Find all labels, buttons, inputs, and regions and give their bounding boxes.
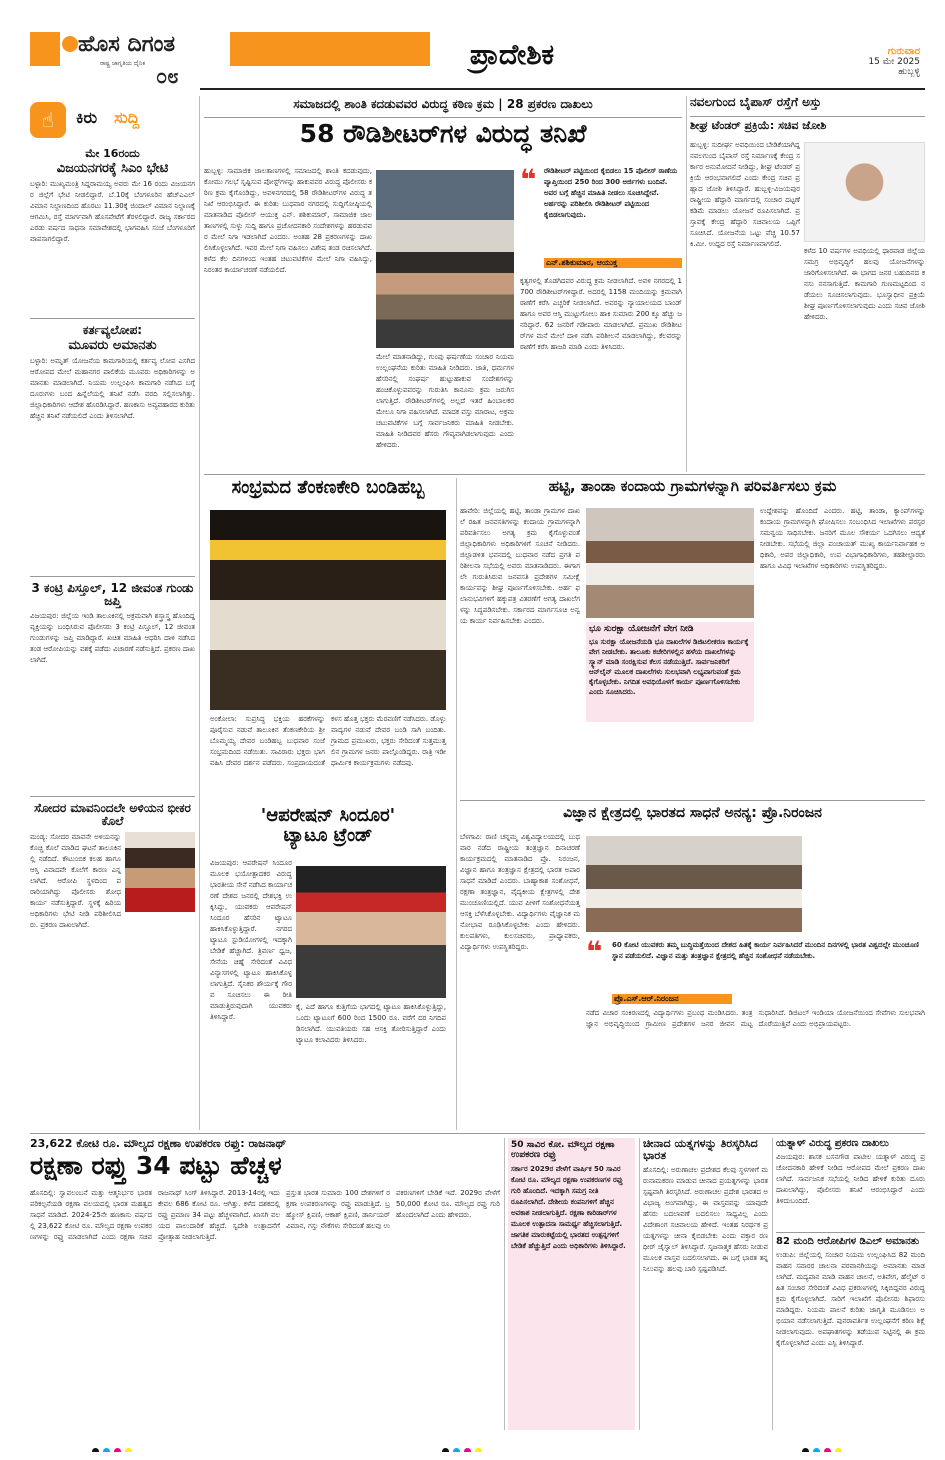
city-name: ಹುಬ್ಬಳ್ಳಿ [898, 67, 920, 77]
section-name: ಪ್ರಾದೇಶಿಕ [469, 38, 555, 71]
bypass-headline: ಶೀಘ್ರ ಟೆಂಡರ್ ಪ್ರಕ್ರಿಯೆ: ಸಚಿವ ಜೋಶಿ [690, 119, 827, 132]
lead-headline: 58 ರೌಡಿಶೀಟರ್‌ಗಳ ವಿರುದ್ಧ ತನಿಖೆ [299, 119, 587, 148]
raksha-headline: ರಕ್ಷಣಾ ರಫ್ತು 34 ಪಟ್ಟು ಹೆಚ್ಚಳ [30, 1151, 282, 1181]
brief-4-portrait [125, 832, 195, 912]
lead-photo [376, 170, 514, 348]
rule-yatnal [776, 1232, 925, 1233]
vijnana-quote-icon: ❝ [586, 935, 603, 968]
vijnana-story [460, 806, 925, 1130]
divider-china [772, 1138, 773, 1430]
brief-4-body: ಮಂಡ್ಯ: ಸೋದರ ಮಾವನೇ ಅಳಿಯನನ್ನು ಕೊಚ್ಚಿ ಕೊಲೆ ಮಾಡಿದ ಘಟನೆ ತಾಲೂಕಿನಲ್ಲಿ ನಡೆದಿದೆ. ಕೌಟುಂಬಿಕ ಕಲಹ ಹಾಗೂ ಆಸ್ತಿ ವಿವಾದವೇ ಕೊಲೆಗೆ ಕಾರಣ ಎನ್ನಲಾಗಿದೆ. ಆರೋಪಿ ಸ್ಥಳದಿಂದ ಪರಾರಿಯಾಗಿದ್ದು ಪೊಲೀಸರು ಶೋಧ ಕಾರ್ಯ ನಡೆಸುತ್ತಿದ್ದಾರೆ. ಸ್ಥಳಕ್ಕೆ ಹಿರಿಯ ಅಧಿಕಾರಿಗಳು ಭೇಟಿ ನೀಡಿ ಪರಿಶೀಲಿಸಿದರು. ಪ್ರಕರಣ ದಾಖಲಾಗಿದೆ. [30, 833, 121, 930]
raksha-kicker: 23,622 ಕೋಟಿ ರೂ. ಮೌಲ್ಯದ ರಕ್ಷಣಾ ಉಪಕರಣ ರಫ್ತು: ರಾಜನಾಥ್ [30, 1138, 287, 1150]
brief-3-body: ವಿಜಯಪುರ: ಜಿಲ್ಲೆಯ ಇಂಡಿ ತಾಲೂಕಿನಲ್ಲಿ ಅಕ್ರಮವಾಗಿ ಶಸ್ತ್ರಾಸ್ತ್ರ ಹೊಂದಿದ್ದ ವ್ಯಕ್ತಿಯನ್ನು ಬಂಧಿಸಿರುವ ಪೊಲೀಸರು 3 ಕಂಟ್ರಿ ಪಿಸ್ತೂಲ್, 12 ಜೀವಂತ ಗುಂಡುಗಳನ್ನು ಜಪ್ತಿ ಮಾಡಿದ್ದಾರೆ. ಖಚಿತ ಮಾಹಿತಿ ಆಧರಿಸಿ ದಾಳಿ ನಡೆಸಿದ ತಂಡ ಆರೋಪಿಯನ್ನು ವಶಕ್ಕೆ ಪಡೆದು ವಿಚಾರಣೆ ನಡೆಸುತ್ತಿದೆ. ಪ್ರಕರಣ ದಾಖಲಾಗಿದೆ. [30, 612, 195, 665]
bypass-rule [690, 116, 925, 117]
bypass-kicker: ನವಲಗುಂದ ಬೈಪಾಸ್ ರಸ್ತೆಗೆ ಅಸ್ತು [690, 96, 822, 109]
masthead-rule [200, 88, 925, 90]
lead-kicker: ಸಮಾಜದಲ್ಲಿ ಶಾಂತಿ ಕದಡುವವರ ವಿರುದ್ಧ ಕಠಿಣ ಕ್ರಮ | 28 ಪ್ರಕರಣ ದಾಖಲು [293, 97, 593, 111]
minister-portrait [804, 142, 925, 242]
hatti-headline: ಹಟ್ಟಿ, ತಾಂಡಾ ಕಂದಾಯ ಗ್ರಾಮಗಳನ್ನಾಗಿ ಪರಿವರ್ತಿಸಲು ಕ್ರಮ [548, 478, 837, 495]
print-registration-right [800, 1440, 860, 1452]
day-name: ಗುರುವಾರ [887, 46, 920, 57]
fifty-headline: 50 ಸಾವಿರ ಕೋ. ಮೌಲ್ಯದ ರಕ್ಷಣಾ ಉಪಕರಣ ರಫ್ತು [511, 1140, 615, 1160]
yatnal-story [776, 1138, 925, 1230]
kirusuddi-label-b: ಸುದ್ದಿ [114, 108, 140, 127]
date-text: 15 ಮೇ 2025 [868, 57, 920, 67]
lead-quote-by: ಎನ್.ಶಶಿಕುಮಾರ, ಆಯುಕ್ತ [544, 258, 682, 268]
brief-1-kicker: ಮೇ 16ರಂದು [85, 148, 140, 160]
brief-1-body: ಬಳ್ಳಾರಿ: ಮುಖ್ಯಮಂತ್ರಿ ಸಿದ್ದರಾಮಯ್ಯ ಅವರು ಮೇ 16 ರಂದು ವಿಜಯನಗರ ಜಿಲ್ಲೆಗೆ ಭೇಟಿ ನೀಡಲಿದ್ದಾರೆ. ಬೆ.10ಕ್ಕೆ ಬೆಂಗಳೂರಿನ ಹೆಚ್‌ಎಎಲ್ ವಿಮಾನ ನಿಲ್ದಾಣದಿಂದ ಹೊರಟು 11.30ಕ್ಕೆ ಜಿಂದಾಲ್ ವಿಮಾನ ನಿಲ್ದಾಣಕ್ಕೆ ಆಗಮಿಸಿ, ರಸ್ತೆ ಮಾರ್ಗವಾಗಿ ಹೊಸಪೇಟೆಗೆ ತೆರಳಲಿದ್ದಾರೆ. ರಾಜ್ಯ ಸರ್ಕಾರದ ಎರಡು ವರ್ಷದ ಸಾಧನಾ ಸಮಾವೇಶದಲ್ಲಿ ಭಾಗವಹಿಸಿ ಸಂಜೆ ಬೆಂಗಳೂರಿಗೆ ವಾಪಸಾಗಲಿದ್ದಾರೆ. [30, 180, 195, 244]
brief-2-title: ಮೂವರು ಅಮಾನತು [68, 338, 157, 354]
brief-2 [30, 324, 195, 574]
brief-2-body: ಬಳ್ಳಾರಿ: ಅಮೃತ್ ಯೋಜನೆಯ ಕಾಮಗಾರಿಯಲ್ಲಿ ಕರ್ತವ್ಯ ಲೋಪ ಎಸಗಿದ ಆರೋಪದ ಮೇಲೆ ಮಹಾನಗರ ಪಾಲಿಕೆಯ ಮೂವರು ಅಧಿಕಾರಿಗಳನ್ನು ಅಮಾನತು ಮಾಡಲಾಗಿದೆ. ನಿಯಮ ಉಲ್ಲಂಘಿಸಿ ಕಾಮಗಾರಿ ನಡೆಸಿದ ಬಗ್ಗೆ ದೂರುಗಳು ಬಂದ ಹಿನ್ನೆಲೆಯಲ್ಲಿ ತನಿಖೆ ನಡೆಸಿ ವರದಿ ಸಲ್ಲಿಸಲಾಗಿತ್ತು. ಜಿಲ್ಲಾಧಿಕಾರಿಗಳು ಆದೇಶ ಹೊರಡಿಸಿದ್ದಾರೆ. ಹಣಕಾಸು ಅವ್ಯವಹಾರದ ಕುರಿತು ಹೆಚ್ಚಿನ ತನಿಖೆ ನಡೆಯಲಿದೆ ಎಂದು ತಿಳಿಸಲಾಗಿದೆ. [30, 357, 195, 421]
brief-4 [30, 802, 195, 1128]
rule-bottom-section [30, 1133, 925, 1134]
kirusuddi-header [30, 100, 195, 140]
vijnana-body: ಬೆಳಗಾವಿ: ರಾಣಿ ಚನ್ನಮ್ಮ ವಿಶ್ವವಿದ್ಯಾಲಯದಲ್ಲಿ ಬುಧವಾರ ನಡೆದ ರಾಷ್ಟ್ರೀಯ ತಂತ್ರಜ್ಞಾನ ದಿನಾಚರಣೆ ಕಾರ್ಯಕ್ರಮದಲ್ಲಿ ಮಾತನಾಡಿದ ಪ್ರೊ. ನಿರಂಜನ, ವಿಜ್ಞಾನ ಹಾಗೂ ತಂತ್ರಜ್ಞಾನ ಕ್ಷೇತ್ರದಲ್ಲಿ ಭಾರತ ಅಪಾರ ಸಾಧನೆ ಮಾಡಿದೆ ಎಂದರು. ಬಾಹ್ಯಾಕಾಶ ಸಂಶೋಧನೆ, ರಕ್ಷಣಾ ತಂತ್ರಜ್ಞಾನ, ವೈದ್ಯಕೀಯ ಕ್ಷೇತ್ರಗಳಲ್ಲಿ ದೇಶ ಮುಂಚೂಣಿಯಲ್ಲಿದೆ. ಯುವ ಪೀಳಿಗೆ ಸಂಶೋಧನೆಯತ್ತ ಆಸಕ್ತಿ ಬೆಳೆಸಿಕೊಳ್ಳಬೇಕು. ವಿದ್ಯಾರ್ಥಿಗಳು ವೈಜ್ಞಾನಿಕ ಮನೋಭಾವ ರೂಢಿಸಿಕೊಳ್ಳಬೇಕು ಎಂದು ಹೇಳಿದರು. ಕುಲಪತಿಗಳು, ಕುಲಸಚಿವರು, ಪ್ರಾಧ್ಯಾಪಕರು, ವಿದ್ಯಾರ್ಥಿಗಳು ಉಪಸ್ಥಿತರಿದ್ದರು. [460, 833, 580, 951]
bypass-body-1: ಹುಬ್ಬಳ್ಳಿ: ಸುದೀರ್ಘ ಅವಧಿಯಿಂದ ಬೇಡಿಕೆಯಾಗಿದ್ದ ನವಲಗುಂದ ಬೈಪಾಸ್ ರಸ್ತೆ ನಿರ್ಮಾಣಕ್ಕೆ ಕೇಂದ್ರ ಸರ್ಕಾರ ಅನುಮೋದನೆ ನೀಡಿದ್ದು, ಶೀಘ್ರ ಟೆಂಡರ್ ಪ್ರಕ್ರಿಯೆ ಆರಂಭವಾಗಲಿದೆ ಎಂದು ಕೇಂದ್ರ ಸಚಿವ ಪ್ರಹ್ಲಾದ ಜೋಶಿ ತಿಳಿಸಿದ್ದಾರೆ. ಹುಬ್ಬಳ್ಳಿ-ವಿಜಯಪುರ ರಾಷ್ಟ್ರೀಯ ಹೆದ್ದಾರಿ ಮಾರ್ಗದಲ್ಲಿ ಸಂಚಾರ ದಟ್ಟಣೆ ಕಡಿಮೆ ಮಾಡಲು ಯೋಜನೆ ರೂಪಿಸಲಾಗಿದೆ. ಪ್ರಸ್ತಾವಕ್ಕೆ ಕೇಂದ್ರ ಹೆದ್ದಾರಿ ಸಚಿವಾಲಯ ಒಪ್ಪಿಗೆ ಸೂಚಿಸಿದೆ. ಯೋಜನೆಯ ಒಟ್ಟು ವೆಚ್ಚ 10.57 ಕಿ.ಮೀ. ಉದ್ದದ ರಸ್ತೆ ನಿರ್ಮಾಣವಾಗಲಿದೆ. [690, 141, 800, 248]
brief-rule-3 [30, 796, 195, 797]
fifty-body: ಸರ್ಕಾರ 2029ರ ವೇಳೆಗೆ ವಾರ್ಷಿಕ 50 ಸಾವಿರ ಕೋಟಿ ರೂ. ಮೌಲ್ಯದ ರಕ್ಷಣಾ ಉಪಕರಣಗಳ ರಫ್ತು ಗುರಿ ಹೊಂದಿದೆ. ಇದಕ್ಕಾಗಿ ಸಮಗ್ರ ನೀತಿ ರೂಪಿಸಲಾಗಿದೆ. ದೇಶೀಯ ಕಂಪನಿಗಳಿಗೆ ಹೆಚ್ಚಿನ ಅವಕಾಶ ನೀಡಲಾಗುತ್ತಿದೆ. ರಕ್ಷಣಾ ಕಾರಿಡಾರ್‌ಗಳ ಮೂಲಕ ಉತ್ಪಾದನಾ ಸಾಮರ್ಥ್ಯ ಹೆಚ್ಚಿಸಲಾಗುತ್ತಿದೆ. ಜಾಗತಿಕ ಮಾರುಕಟ್ಟೆಯಲ್ಲಿ ಭಾರತದ ಉತ್ಪನ್ನಗಳಿಗೆ ಬೇಡಿಕೆ ಹೆಚ್ಚುತ್ತಿದೆ ಎಂದು ಅಧಿಕಾರಿಗಳು ತಿಳಿಸಿದ್ದಾರೆ. [511, 1164, 626, 1250]
sindoor-headline-2: ಟ್ಯಾಟೂ ಟ್ರೆಂಡ್ [283, 824, 373, 846]
logo-icon [62, 36, 78, 52]
raksha-story [30, 1138, 500, 1430]
sindoor-body: ವಿಜಯಪುರ: ಆಪರೇಷನ್ ಸಿಂದೂರ ಮೂಲಕ ಭಯೋತ್ಪಾದಕರ ವಿರುದ್ಧ ಭಾರತೀಯ ಸೇನೆ ನಡೆಸಿದ ಕಾರ್ಯಾಚರಣೆ ದೇಶದ ಜನರಲ್ಲಿ ದೇಶಭಕ್ತಿ ಉಕ್ಕಿಸಿದ್ದು, ಯುವಕರು ಆಪರೇಷನ್ ಸಿಂದೂರ ಹೆಸರಿನ ಟ್ಯಾಟೂ ಹಾಕಿಸಿಕೊಳ್ಳುತ್ತಿದ್ದಾರೆ. ನಗರದ ಟ್ಯಾಟೂ ಸ್ಟುಡಿಯೋಗಳಲ್ಲಿ ಇದಕ್ಕಾಗಿ ಬೇಡಿಕೆ ಹೆಚ್ಚಾಗಿದೆ. ತ್ರಿವರ್ಣ ಧ್ವಜ, ಸೇನೆಯ ಚಿಹ್ನೆ ಸೇರಿದಂತೆ ವಿವಿಧ ವಿನ್ಯಾಸಗಳಲ್ಲಿ ಟ್ಯಾಟೂ ಹಾಕಿಸಿಕೊಳ್ಳಲಾಗುತ್ತಿದೆ. ಸೈನಿಕರ ಶೌರ್ಯಕ್ಕೆ ಗೌರವ ಸೂಚಿಸಲು ಈ ರೀತಿ ಮಾಡುತ್ತಿರುವುದಾಗಿ ಯುವಕರು ತಿಳಿಸಿದ್ದಾರೆ. [210, 859, 292, 1021]
meeting-photo [586, 508, 754, 618]
vijnana-headline: ವಿಜ್ಞಾನ ಕ್ಷೇತ್ರದಲ್ಲಿ ಭಾರತದ ಸಾಧನೆ ಅನನ್ಯ: ಪ್ರೊ.ನಿರಂಜನ [563, 806, 822, 821]
sindoor-body-2: ಕೈ, ಎದೆ ಹಾಗೂ ಕುತ್ತಿಗೆಯ ಭಾಗದಲ್ಲಿ ಟ್ಯಾಟೂ ಹಾಕಿಸಿಕೊಳ್ಳುತ್ತಿದ್ದು, ಒಂದು ಟ್ಯಾಟೂಗೆ 600 ರಿಂದ 1500 ರೂ. ವರೆಗೆ ದರ ನಿಗದಿಪಡಿಸಲಾಗಿದೆ. ಯುವತಿಯರು ಸಹ ಆಸಕ್ತಿ ತೋರಿಸುತ್ತಿದ್ದಾರೆ ಎಂದು ಟ್ಯಾಟೂ ಕಲಾವಿದರು ತಿಳಿಸಿದರು. [296, 1003, 446, 1044]
kirusuddi-label-a: ಕಿರು [76, 108, 98, 127]
quote-mark-icon: ❝ [520, 163, 537, 196]
print-registration-center [440, 1440, 500, 1452]
vijnana-quote-by: ಪ್ರೊ.ಎಸ್.ಆರ್.ನಿರಂಜನ [612, 994, 732, 1004]
brief-3-title: 3 ಕಂಟ್ರಿ ಪಿಸ್ತೂಲ್, 12 ಜೀವಂತ ಗುಂಡು ಜಪ್ತಿ [31, 582, 194, 609]
raksha-body: ಹೊಸದಿಲ್ಲಿ: ಸ್ವಾವಲಂಬನೆ ಮತ್ತು ಆತ್ಮನಿರ್ಭರ ಭಾರತ ಪರಿಕಲ್ಪನೆಯಡಿ ರಕ್ಷಣಾ ವಲಯದಲ್ಲಿ ಭಾರತ ಮಹತ್ವದ ಸಾಧನೆ ಮಾಡಿದೆ. 2024-25ನೇ ಹಣಕಾಸು ವರ್ಷದಲ್ಲಿ 23,622 ಕೋಟಿ ರೂ. ಮೌಲ್ಯದ ರಕ್ಷಣಾ ಉಪಕರಣಗಳನ್ನು ರಫ್ತು ಮಾಡಲಾಗಿದೆ ಎಂದು ರಕ್ಷಣಾ ಸಚಿವ ರಾಜನಾಥ್ ಸಿಂಗ್ ತಿಳಿಸಿದ್ದಾರೆ. 2013-14ರಲ್ಲಿ ಇದು ಕೇವಲ 686 ಕೋಟಿ ರೂ. ಆಗಿತ್ತು. ಕಳೆದ ದಶಕದಲ್ಲಿ ರಫ್ತು ಪ್ರಮಾಣ 34 ಪಟ್ಟು ಹೆಚ್ಚಳವಾಗಿದೆ. ಖಾಸಗಿ ವಲಯದ ಪಾಲುದಾರಿಕೆ ಹೆಚ್ಚಿದೆ. ಸ್ವದೇಶಿ ಉತ್ಪಾದನೆಗೆ ಪ್ರೋತ್ಸಾಹ ನೀಡಲಾಗುತ್ತಿದೆ. [30, 1189, 280, 1241]
brief-rule-1 [30, 318, 195, 319]
bypass-story [690, 96, 925, 472]
yatnal-body: ವಿಜಯಪುರ: ಶಾಸಕ ಬಸನಗೌಡ ಪಾಟೀಲ ಯತ್ನಾಳ್ ವಿರುದ್ಧ ಪ್ರಚೋದನಕಾರಿ ಹೇಳಿಕೆ ನೀಡಿದ ಆರೋಪದ ಮೇಲೆ ಪ್ರಕರಣ ದಾಖಲಾಗಿದೆ. ಸಾರ್ವಜನಿಕ ಸಭೆಯಲ್ಲಿ ನೀಡಿದ ಹೇಳಿಕೆ ಕುರಿತು ದೂರು ದಾಖಲಾಗಿದ್ದು, ಪೊಲೀಸರು ತನಿಖೆ ಆರಂಭಿಸಿದ್ದಾರೆ ಎಂದು ತಿಳಿದುಬಂದಿದೆ. [776, 1153, 925, 1205]
logo-text: ಹೊಸ ದಿಗಂತ [78, 32, 176, 57]
divider-left [199, 96, 200, 1130]
brief-1-title: ವಿಜಯನಗರಕ್ಕೆ ಸಿಎಂ ಭೇಟಿ [56, 161, 169, 177]
rule-row-1 [204, 474, 925, 475]
lead-kicker-rule [204, 117, 682, 118]
brief-4-title: ಸೋದರ ಮಾವನಿಂದಲೇ ಅಳಿಯನ ಭೀಕರ ಕೊಲೆ [34, 802, 191, 829]
lead-body-1: ಹುಬ್ಬಳ್ಳಿ: ಸಾಮಾಜಿಕ ಜಾಲತಾಣಗಳಲ್ಲಿ ಸಮಾಜದಲ್ಲಿ ಶಾಂತಿ ಕದಡುವುದು, ಕೋಮು ಗಲಭೆ ಸೃಷ್ಟಿಸುವ ಪೋಸ್ಟ್‌ಗಳನ್ನು ಹಾಕುವವರ ವಿರುದ್ಧ ಪೊಲೀಸರು ಕಠಿಣ ಕ್ರಮ ಕೈಗೊಂಡಿದ್ದು, ಅವಳಿನಗರದಲ್ಲಿ 58 ರೌಡಿಶೀಟರ್‌ಗಳ ವಿರುದ್ಧ ತನಿಖೆ ಆರಂಭಿಸಿದ್ದಾರೆ. ಈ ಕುರಿತು ಬುಧವಾರ ನಗರದಲ್ಲಿ ಸುದ್ದಿಗೋಷ್ಠಿಯಲ್ಲಿ ಮಾತನಾಡಿದ ಪೊಲೀಸ್ ಆಯುಕ್ತ ಎನ್. ಶಶಿಕುಮಾರ್, ಸಾಮಾಜಿಕ ಜಾಲತಾಣಗಳಲ್ಲಿ ಸುಳ್ಳು ಸುದ್ದಿ ಹಾಗೂ ಪ್ರಚೋದನಕಾರಿ ಸಂದೇಶಗಳನ್ನು ಹರಡುವವರ ಮೇಲೆ ನಿಗಾ ಇಡಲಾಗಿದೆ ಎಂದರು. ಅಂತಹ 28 ಪ್ರಕರಣಗಳನ್ನು ದಾಖಲಿಸಿಕೊಳ್ಳಲಾಗಿದೆ. ಇವರ ಮೇಲೆ ನಿಗಾ ವಹಿಸಲು ವಿಶೇಷ ತಂಡ ರಚಿಸಲಾಗಿದೆ. ಕಳೆದ ಕೆಲ ದಿನಗಳಿಂದ ಇಂತಹ ಚಟುವಟಿಕೆಗಳ ಮೇಲೆ ನಿಗಾ ವಹಿಸಿದ್ದು, ನಿರಂತರ ಕಾರ್ಯಾಚರಣೆ ನಡೆಯಲಿದೆ. [204, 167, 372, 274]
tattoo-photo [296, 866, 446, 998]
masthead [0, 0, 945, 92]
brief-rule-2 [30, 576, 195, 577]
rule-hatti [460, 800, 925, 801]
divider-fifty [639, 1138, 640, 1430]
sindoor-story [204, 806, 452, 1130]
vijnana-body-2: ನಡೆದ ವಿಚಾರ ಸಂಕಿರಣದಲ್ಲಿ ವಿದ್ಯಾರ್ಥಿಗಳು ಪ್ರಬಂಧ ಮಂಡಿಸಿದರು. ತಂತ್ರಜ್ಞಾನ ಅಭಿವೃದ್ಧಿಯಿಂದ ಗ್ರಾಮೀಣ ಪ್ರದೇಶಗಳ ಜನರ ಜೀವನ ಮಟ್ಟ ಸುಧಾರಿಸಿದೆ. ಡಿಜಿಟಲ್ ಇಂಡಿಯಾ ಯೋಜನೆಯಿಂದ ಸೇವೆಗಳು ಸುಲಭವಾಗಿ ದೊರೆಯುತ್ತಿವೆ ಎಂದು ಅಭಿಪ್ರಾಯಪಟ್ಟರು. [586, 1009, 925, 1028]
bandi-story [204, 478, 452, 800]
bypass-body-2: ಕಳೆದ 10 ವರ್ಷಗಳ ಅವಧಿಯಲ್ಲಿ ಧಾರವಾಡ ಜಿಲ್ಲೆಯ ಸಮಗ್ರ ಅಭಿವೃದ್ಧಿಗೆ ಹಲವು ಯೋಜನೆಗಳನ್ನು ಜಾರಿಗೊಳಿಸಲಾಗಿದೆ. ಈ ಭಾಗದ ಜನರ ಬಹುದಿನದ ಕನಸು ನನಸಾಗುತ್ತಿದೆ. ಕಾಮಗಾರಿ ಗುಣಮಟ್ಟದಿಂದ ನಡೆಯಲು ಸೂಚಿಸಲಾಗುವುದು. ಭೂಸ್ವಾಧೀನ ಪ್ರಕ್ರಿಯೆ ಶೀಘ್ರ ಪೂರ್ಣಗೊಳಿಸಲಾಗುವುದು ಎಂದು ಸಚಿವ ಜೋಶಿ ಹೇಳಿದರು. [804, 247, 925, 321]
brief-1 [30, 148, 195, 316]
land-survey-title: ಭೂ ಸುರಕ್ಷಾ ಯೋಜನೆಗೆ ವೇಗ ನೀಡಿ [589, 624, 694, 634]
divider-lead-right [686, 96, 687, 472]
lead-quote-box [520, 163, 682, 270]
brief-3 [30, 582, 195, 794]
print-registration-left [90, 1440, 150, 1452]
logo-tagline: ರಾಷ್ಟ್ರ ಜಾಗೃತಿಯ ದೈನಿಕ [100, 60, 146, 67]
dl-story [776, 1236, 925, 1430]
bandi-photo [210, 510, 446, 710]
lead-body-2: ಮೇಲೆ ಮಾತನಾಡಿದ್ದು, ಗುಂಪು ಘರ್ಷಣೆಯ ಸಂಚಾರ ನಿಯಮ ಉಲ್ಲಂಘನೆಯ ಕುರಿತು ಮಾಹಿತಿ ನೀಡಿದರು. ಜಾತಿ, ಧರ್ಮಗಳ ಹೆಸರಿನಲ್ಲಿ ಸಂಘರ್ಷ ಹುಟ್ಟುಹಾಕುವ ಸಂದೇಶಗಳನ್ನು ಹಂಚಿಕೊಳ್ಳುವವರನ್ನು ಗುರುತಿಸಿ ಕಾನೂನು ಕ್ರಮ ಜರುಗಿಸಲಾಗುತ್ತಿದೆ. ರೌಡಿಶೀಟರ್‌ಗಳಲ್ಲಿ ಅಲ್ಲದೆ ಇತರೆ ಹಿಂಬಾಲಕರ ಮೇಲೂ ನಿಗಾ ವಹಿಸಲಾಗಿದೆ. ಮಾದಕ ವಸ್ತು ಮಾರಾಟ, ಅಕ್ರಮ ಚಟುವಟಿಕೆಗಳ ಬಗ್ಗೆ ಸಾರ್ವಜನಿಕರು ಮಾಹಿತಿ ನೀಡಬೇಕು. ಮಾಹಿತಿ ನೀಡಿದವರ ಹೆಸರು ಗೌಪ್ಯವಾಗಿಡಲಾಗುವುದು ಎಂದು ಹೇಳಿದರು. [376, 353, 514, 449]
page-number: ೦೮ [156, 64, 179, 86]
china-headline: ಚೀನಾದ ಯತ್ನಗಳನ್ನು ತಿರಸ್ಕರಿಸಿದ ಭಾರತ [643, 1138, 758, 1163]
divider-raksha [504, 1138, 505, 1430]
land-survey-box [586, 622, 754, 722]
section-title [412, 38, 612, 78]
china-story [643, 1138, 768, 1430]
hatti-story [460, 478, 925, 798]
sindoor-headline-1: 'ಆಪರೇಷನ್ ಸಿಂದೂರ' [260, 806, 396, 826]
date-block [790, 46, 920, 86]
fifty-story [508, 1138, 635, 1430]
hatti-body-2: ಉದ್ದೇಶವನ್ನು ಹೊಂದಿದೆ ಎಂದರು. ಹಟ್ಟಿ, ತಾಂಡಾ, ಕ್ಯಾಂಪ್‌ಗಳನ್ನು ಕಂದಾಯ ಗ್ರಾಮಗಳನ್ನಾಗಿ ಘೋಷಿಸಲು ಸಂಬಂಧಿಸಿದ ಇಲಾಖೆಗಳು ಪರಸ್ಪರ ಸಮನ್ವಯ ಸಾಧಿಸಬೇಕು. ಜನರಿಗೆ ಮೂಲ ಸೌಕರ್ಯ ಒದಗಿಸಲು ಆದ್ಯತೆ ನೀಡಬೇಕು. ಸಭೆಯಲ್ಲಿ ಜಿಲ್ಲಾ ಪಂಚಾಯತ್ ಮುಖ್ಯ ಕಾರ್ಯನಿರ್ವಾಹಕ ಅಧಿಕಾರಿ, ಅಪರ ಜಿಲ್ಲಾಧಿಕಾರಿ, ಉಪ ವಿಭಾಗಾಧಿಕಾರಿಗಳು, ತಹಶೀಲ್ದಾರರು ಹಾಗೂ ವಿವಿಧ ಇಲಾಖೆಗಳ ಅಧಿಕಾರಿಗಳು ಉಪಸ್ಥಿತರಿದ್ದರು. [760, 507, 925, 570]
bandi-body: ಅಂಕೋಲಾ: ಸುಪ್ರಸಿದ್ಧ ಭಕ್ತಿಯ ಹರಕೆಗಳನ್ನು ಪೂರೈಸುವ ನಡುವೆ ತಾಲೂಕಿನ ತೆಂಕಣಕೇರಿಯ ಶ್ರೀ ಬೊಮ್ಮಯ್ಯ ದೇವರ ಬಂಡಿಹಬ್ಬ ಬುಧವಾರ ಸಂಜೆ ಸಂಭ್ರಮದಿಂದ ನಡೆಯಿತು. ಸಾವಿರಾರು ಭಕ್ತರು ಭಾಗವಹಿಸಿ ದೇವರ ದರ್ಶನ ಪಡೆದರು. ಸಂಪ್ರದಾಯದಂತೆ ಕಳಸ ಹೊತ್ತ ಭಕ್ತರು ಮೆರವಣಿಗೆ ನಡೆಸಿದರು. ಡೊಳ್ಳು ವಾದ್ಯಗಳ ನಡುವೆ ದೇವರ ಬಂಡಿ ಸಾಗಿ ಬಂದಿತು. ಗ್ರಾಮದ ಪ್ರಮುಖರು, ಭಕ್ತರು ಸೇರಿದಂತೆ ಸುತ್ತಮುತ್ತಲಿನ ಗ್ರಾಮಗಳ ಜನರು ಪಾಲ್ಗೊಂಡಿದ್ದರು. ರಾತ್ರಿ ಇಡೀ ಧಾರ್ಮಿಕ ಕಾರ್ಯಕ್ರಮಗಳು ನಡೆದವು. [210, 715, 447, 767]
lead-story [204, 96, 682, 472]
thumb-icon: ☝ [30, 102, 66, 138]
brief-2-kicker: ಕರ್ತವ್ಯಲೋಪ: [82, 324, 143, 337]
hatti-body: ಹಾವೇರಿ: ಜಿಲ್ಲೆಯಲ್ಲಿ ಹಟ್ಟಿ, ತಾಂಡಾ ಗ್ರಾಮಗಳ ದಾಖಲೆ ರಹಿತ ಜನವಸತಿಗಳನ್ನು ಕಂದಾಯ ಗ್ರಾಮಗಳನ್ನಾಗಿ ಪರಿವರ್ತಿಸಲು ಅಗತ್ಯ ಕ್ರಮ ಕೈಗೊಳ್ಳುವಂತೆ ಜಿಲ್ಲಾಧಿಕಾರಿಗಳು ಅಧಿಕಾರಿಗಳಿಗೆ ಸೂಚನೆ ನೀಡಿದರು. ಜಿಲ್ಲಾಡಳಿತ ಭವನದಲ್ಲಿ ಬುಧವಾರ ನಡೆದ ಪ್ರಗತಿ ಪರಿಶೀಲನಾ ಸಭೆಯಲ್ಲಿ ಅವರು ಮಾತನಾಡಿದರು. ಈಗಾಗಲೇ ಗುರುತಿಸಿರುವ ಜನವಸತಿ ಪ್ರದೇಶಗಳ ಸಮೀಕ್ಷೆ ಕಾರ್ಯವನ್ನು ಶೀಘ್ರ ಪೂರ್ಣಗೊಳಿಸಬೇಕು. ಅರ್ಹ ಫಲಾನುಭವಿಗಳಿಗೆ ಹಕ್ಕುಪತ್ರ ವಿತರಣೆಗೆ ಅಗತ್ಯ ದಾಖಲೆಗಳನ್ನು ಸಿದ್ಧಪಡಿಸಬೇಕು. ಸರ್ಕಾರದ ಮಾರ್ಗಸೂಚಿ ಅನ್ವಯ ಕಾರ್ಯ ನಿರ್ವಹಿಸಬೇಕು ಎಂದರು. [460, 507, 580, 625]
lead-quote-text: ರೌಡಿಶೀಟರ್ ಪಟ್ಟಿಯಿಂದ ಕೈಬಿಡಲು 15 ಪೊಲೀಸ್ ಠಾಣೆಯ ವ್ಯಾಪ್ತಿಯಿಂದ 250 ರಿಂದ 300 ಅರ್ಜಿಗಳು ಬಂದಿವೆ. ಅವರ ಬಗ್ಗೆ ಹೆಚ್ಚಿನ ಮಾಹಿತಿ ನೀಡಲು ಸೂಚಿಸಿದ್ದೇವೆ. ಅರ್ಹರನ್ನು ಪರಿಶೀಲಿಸಿ ರೌಡಿಶೀಟರ್ ಪಟ್ಟಿಯಿಂದ ಕೈಬಿಡಲಾಗುವುದು. [544, 167, 678, 219]
china-body: ಹೊಸದಿಲ್ಲಿ: ಅರುಣಾಚಲ ಪ್ರದೇಶದ ಕೆಲವು ಸ್ಥಳಗಳಿಗೆ ಮರುನಾಮಕರಣ ಮಾಡುವ ಚೀನಾದ ಪ್ರಯತ್ನಗಳನ್ನು ಭಾರತ ಸ್ಪಷ್ಟವಾಗಿ ತಿರಸ್ಕರಿಸಿದೆ. ಅರುಣಾಚಲ ಪ್ರದೇಶ ಭಾರತದ ಅವಿಭಾಜ್ಯ ಅಂಗವಾಗಿದ್ದು, ಈ ವಾಸ್ತವವನ್ನು ಯಾವುದೇ ಹೆಸರು ಬದಲಾವಣೆ ಬದಲಿಸಲು ಸಾಧ್ಯವಿಲ್ಲ ಎಂದು ವಿದೇಶಾಂಗ ಸಚಿವಾಲಯ ಹೇಳಿದೆ. ಇಂತಹ ನಿರರ್ಥಕ ಪ್ರಯತ್ನಗಳನ್ನು ಚೀನಾ ಕೈಬಿಡಬೇಕು ಎಂದು ವಕ್ತಾರ ರಣಧೀರ್ ಜೈಸ್ವಾಲ್ ತಿಳಿಸಿದ್ದಾರೆ. ಸೃಜನಾತ್ಮಕ ಹೆಸರು ನೀಡುವ ಮೂಲಕ ವಾಸ್ತವ ಬದಲಿಸಲಾಗದು. ಈ ಬಗ್ಗೆ ಭಾರತ ತನ್ನ ನಿಲುವನ್ನು ಹಲವು ಬಾರಿ ಸ್ಪಷ್ಟಪಡಿಸಿದೆ. [643, 1166, 768, 1274]
dl-body: ಉಡುಪಿ: ಜಿಲ್ಲೆಯಲ್ಲಿ ಸಂಚಾರ ನಿಯಮ ಉಲ್ಲಂಘಿಸಿದ 82 ಮಂದಿ ವಾಹನ ಸವಾರರ ಚಾಲನಾ ಪರವಾನಗಿಯನ್ನು ಅಮಾನತು ಮಾಡಲಾಗಿದೆ. ಮದ್ಯಪಾನ ಮಾಡಿ ವಾಹನ ಚಾಲನೆ, ಅತಿವೇಗ, ಹೆಲ್ಮೆಟ್ ರಹಿತ ಸಂಚಾರ ಸೇರಿದಂತೆ ವಿವಿಧ ಪ್ರಕರಣಗಳಲ್ಲಿ ಸಿಕ್ಕಿಬಿದ್ದವರ ವಿರುದ್ಧ ಕ್ರಮ ಕೈಗೊಳ್ಳಲಾಗಿದೆ. ಸಾರಿಗೆ ಇಲಾಖೆಗೆ ಪೊಲೀಸರು ಶಿಫಾರಸು ಮಾಡಿದ್ದರು. ನಿಯಮ ಪಾಲನೆ ಕುರಿತು ಜಾಗೃತಿ ಮೂಡಿಸಲು ಅಭಿಯಾನ ನಡೆಸಲಾಗುತ್ತಿದೆ. ಪುನರಾವರ್ತಿತ ಉಲ್ಲಂಘನೆಗೆ ಕಠಿಣ ಶಿಕ್ಷೆ ನೀಡಲಾಗುವುದು. ಅಪಘಾತಗಳನ್ನು ತಡೆಯುವ ನಿಟ್ಟಿನಲ್ಲಿ ಈ ಕ್ರಮ ಕೈಗೊಳ್ಳಲಾಗಿದೆ ಎಂದು ಎಸ್ಪಿ ತಿಳಿಸಿದ್ದಾರೆ. [776, 1251, 925, 1347]
dl-headline: 82 ಮಂದಿ ಆರೋಪಿಗಳ ಡಿಎಲ್ ಅಮಾನತು [776, 1236, 920, 1247]
logo-block [60, 28, 230, 86]
kirusuddi-column [30, 96, 195, 1128]
yatnal-headline: ಯತ್ನಾಳ್ ವಿರುದ್ಧ ಪ್ರಕರಣ ದಾಖಲು [776, 1138, 889, 1149]
divider-bandi [456, 478, 457, 1130]
raksha-body-2: ಪ್ರಸ್ತುತ ಭಾರತ ಸುಮಾರು 100 ದೇಶಗಳಿಗೆ ರಕ್ಷಣಾ ಉಪಕರಣಗಳನ್ನು ರಫ್ತು ಮಾಡುತ್ತಿದೆ. ಬ್ರಹ್ಮೋಸ್ ಕ್ಷಿಪಣಿ, ಆಕಾಶ್ ಕ್ಷಿಪಣಿ, ಡಾರ್ನಿಯರ್ ವಿಮಾನ, ಗಸ್ತು ನೌಕೆಗಳು ಸೇರಿದಂತೆ ಹಲವು ಉಪಕರಣಗಳಿಗೆ ಬೇಡಿಕೆ ಇದೆ. 2029ರ ವೇಳೆಗೆ 50,000 ಕೋಟಿ ರೂ. ಮೌಲ್ಯದ ರಫ್ತು ಗುರಿ ಹೊಂದಲಾಗಿದೆ ಎಂದು ಹೇಳಿದರು. [286, 1189, 500, 1230]
lamp-lighting-photo [586, 836, 802, 932]
land-survey-body: ಭೂ ಸುರಕ್ಷಾ ಯೋಜನೆಯಡಿ ಭೂ ದಾಖಲೆಗಳ ಡಿಜಿಟಲೀಕರಣ ಕಾರ್ಯಕ್ಕೆ ವೇಗ ನೀಡಬೇಕು. ತಾಲೂಕು ಕಚೇರಿಗಳಲ್ಲಿನ ಹಳೆಯ ದಾಖಲೆಗಳನ್ನು ಸ್ಕ್ಯಾನ್ ಮಾಡಿ ಸಂರಕ್ಷಿಸುವ ಕೆಲಸ ನಡೆಯುತ್ತಿದೆ. ಸಾರ್ವಜನಿಕರಿಗೆ ಆನ್‌ಲೈನ್ ಮೂಲಕ ದಾಖಲೆಗಳು ಸುಲಭವಾಗಿ ಲಭ್ಯವಾಗುವಂತೆ ಕ್ರಮ ಕೈಗೊಳ್ಳಬೇಕು. ನಿಗದಿತ ಅವಧಿಯೊಳಗೆ ಕಾರ್ಯ ಪೂರ್ಣಗೊಳಿಸಬೇಕು ಎಂದು ಸೂಚಿಸಿದರು. [589, 637, 749, 696]
bandi-headline: ಸಂಭ್ರಮದ ತೆಂಕಣಕೇರಿ ಬಂಡಿಹಬ್ಬ [231, 478, 425, 498]
lead-body-3: ಕೃತ್ಯಗಳಲ್ಲಿ ತೊಡಗಿದವರ ವಿರುದ್ಧ ಕ್ರಮ ನೀಡಲಾಗಿದೆ. ಅವಳಿ ನಗರದಲ್ಲಿ 1700 ರೌಡಿಶೀಟರ್‌ಗಳಿದ್ದಾರೆ. ಅದರಲ್ಲಿ 1158 ಮಂದಿಯನ್ನು ಕ್ರಮವಾಗಿ ಠಾಣೆಗೆ ಕರೆಸಿ ಎಚ್ಚರಿಕೆ ನೀಡಲಾಗಿದೆ. ಅವರನ್ನು ನ್ಯಾಯಾಲಯದ ಬಾಂಡ್ ಹಾಗೂ ಅವರ ಆಸ್ತಿ ಮುಟ್ಟುಗೋಲು ಹಾಕಿ ಸುಮಾರು 200 ಕ್ಕೂ ಹೆಚ್ಚು ಜನರಿದ್ದಾರೆ. 62 ಜನರಿಗೆ ಗಡೀಪಾರು ಮಾಡಲಾಗಿದೆ. ಪ್ರಮುಖ ರೌಡಿಶೀಟರ್‌ಗಳ ಮನೆ ಮೇಲೆ ದಾಳಿ ನಡೆಸಿ ಪರಿಶೀಲನೆ ಮಾಡಲಾಗಿದ್ದು, ಕೆಲವರನ್ನು ಠಾಣೆಗೆ ಕರೆಸಿ ಹಾಜರಿ ಮಾಡಿ ಎಂದು ತಿಳಿಸಿದರು. [520, 277, 682, 351]
vijnana-quote-box [586, 935, 925, 1004]
vijnana-quote-text: 60 ಕೋಟಿ ಯುವಕರು ತಮ್ಮ ಬುದ್ಧಿಮತ್ತೆಯಿಂದ ದೇಶದ ಹಿತಕ್ಕೆ ಕಾರ್ಯ ನಿರ್ವಹಿಸಿದರೆ ಮುಂದಿನ ದಿನಗಳಲ್ಲಿ ಭಾರತ ವಿಶ್ವದಲ್ಲೇ ಮುಂಚೂಣಿ ಸ್ಥಾನ ಪಡೆಯಲಿದೆ. ವಿಜ್ಞಾನ ಮತ್ತು ತಂತ್ರಜ್ಞಾನ ಕ್ಷೇತ್ರದಲ್ಲಿ ಹೆಚ್ಚಿನ ಸಂಶೋಧನೆ ನಡೆಯಬೇಕು. [612, 941, 919, 960]
